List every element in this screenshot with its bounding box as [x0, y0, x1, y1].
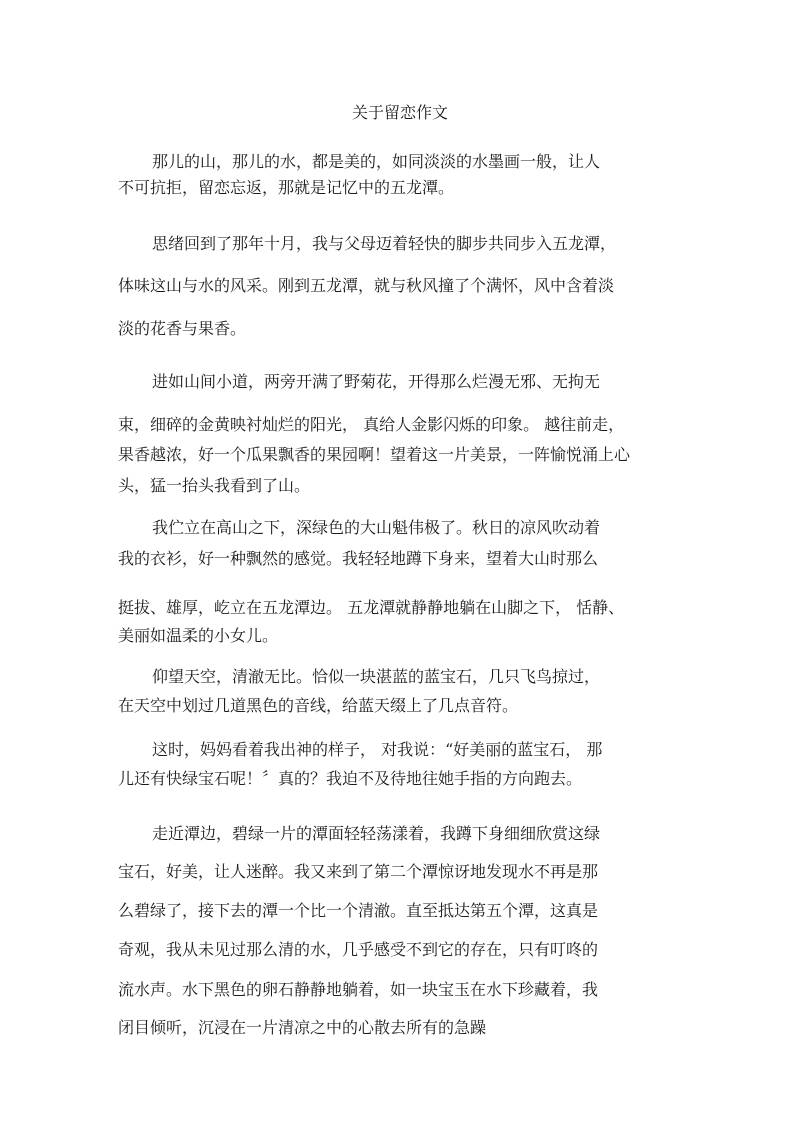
- paragraph-line: 我的衣衫，好一种飘然的感觉。我轻轻地蹲下身来，望着大山时那么: [118, 549, 599, 568]
- paragraph-line: 美丽如温柔的小女儿。: [118, 626, 279, 645]
- paragraph-line: 进如山间小道，两旁开满了野菊花，开得那么烂漫无邪、无拘无: [152, 372, 601, 391]
- paragraph-line: 挺拔、雄厚，屹立在五龙潭边。 五龙潭就静静地躺在山脚之下， 恬静、: [118, 598, 625, 617]
- paragraph-line: 束，细碎的金黄映衬灿烂的阳光， 真给人金影闪烁的印象。 越往前走，: [118, 415, 625, 434]
- paragraph-line: 仰望天空，清澈无比。恰似一块湛蓝的蓝宝石，几只飞鸟掠过，: [152, 667, 601, 686]
- paragraph-line: 那儿的山，那儿的水，都是美的，如同淡淡的水墨画一般，让人: [152, 152, 601, 171]
- paragraph-line: 不可抗拒，留恋忘返，那就是记忆中的五龙潭。: [118, 178, 455, 197]
- paragraph-line: 奇观，我从未见过那么清的水，几乎感受不到它的存在，只有叮咚的: [118, 940, 599, 959]
- paragraph-line: 闭目倾听，沉浸在一片清凉之中的心散去所有的急躁: [118, 1018, 487, 1037]
- paragraph-line: 流水声。水下黑色的卵石静静地躺着，如一块宝玉在水下珍藏着，我: [118, 980, 599, 999]
- paragraph-line: 走近潭边，碧绿一片的潭面轻轻荡漾着，我蹲下身细细欣赏这绿: [152, 824, 601, 843]
- paragraph-line: 体味这山与水的风采。刚到五龙潭，就与秋风撞了个满怀，风中含着淡: [118, 276, 615, 295]
- paragraph-line: 在天空中划过几道黑色的音线，给蓝天缀上了几点音符。: [118, 696, 519, 715]
- paragraph-line: 这时，妈妈看着我出神的样子， 对我说：“好美丽的蓝宝石， 那: [152, 740, 603, 759]
- paragraph-line: 宝石，好美，让人迷醉。我又来到了第二个潭惊讶地发现水不再是那: [118, 862, 599, 881]
- paragraph-line: 头，猛一抬头我看到了山。: [118, 476, 311, 495]
- paragraph-line: 思绪回到了那年十月，我与父母迈着轻快的脚步共同步入五龙潭，: [152, 234, 617, 253]
- paragraph-line: 我伫立在高山之下，深绿色的大山魁伟极了。秋日的凉风吹动着: [152, 518, 601, 537]
- paragraph-line: 儿还有快绿宝石呢！〞真的？我迫不及待地往她手指的方向跑去。: [118, 769, 583, 788]
- paragraph-line: 么碧绿了，接下去的潭一个比一个清澈。直至抵达第五个潭，这真是: [118, 901, 599, 920]
- paragraph-line: 果香越浓，好一个瓜果飘香的果园啊！望着这一片美景，一阵愉悦涌上心: [118, 445, 631, 464]
- paragraph-line: 淡的花香与果香。: [118, 319, 247, 338]
- page-title: 关于留恋作文: [351, 103, 448, 122]
